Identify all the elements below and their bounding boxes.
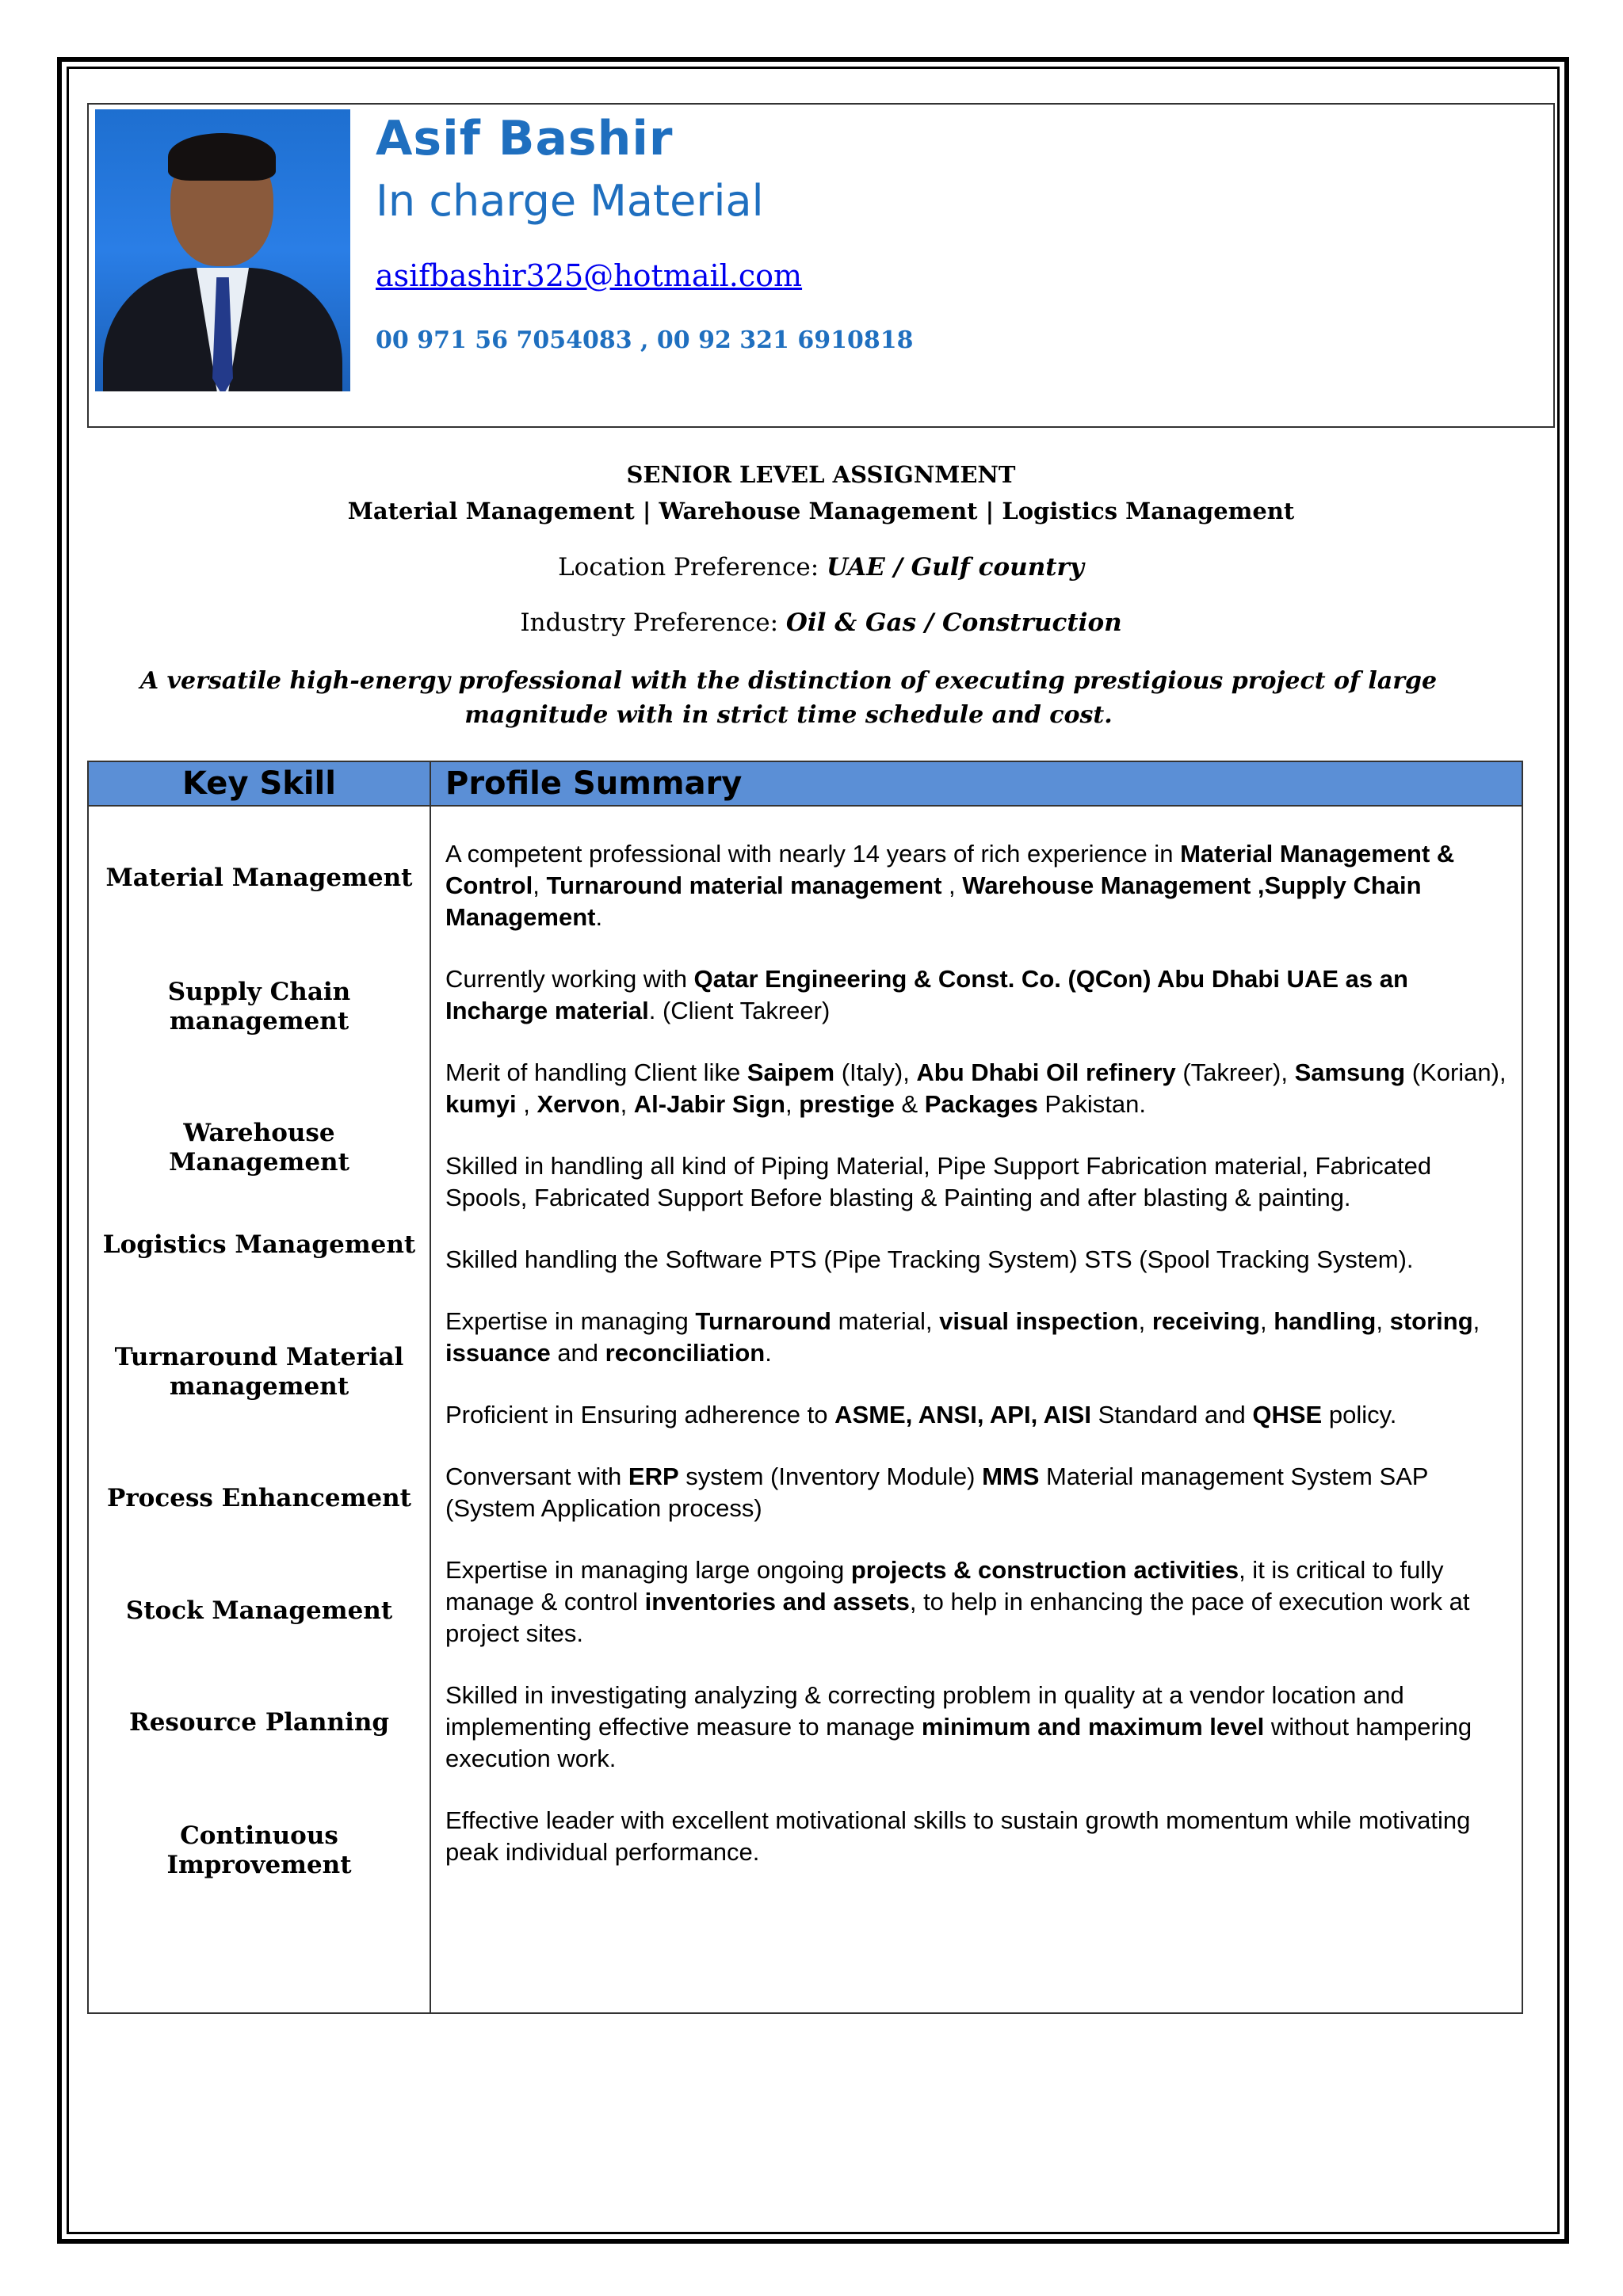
- summary-text: policy.: [1322, 1401, 1397, 1428]
- summary-text: Proficient in Ensuring adherence to: [445, 1401, 835, 1428]
- summary-text: Merit of handling Client like: [445, 1058, 747, 1086]
- skill-material-management: Material Management: [105, 864, 413, 892]
- summary-bold: minimum and maximum level: [921, 1713, 1265, 1741]
- profile-summary-header: Profile Summary: [445, 765, 743, 802]
- summary-paragraph: [445, 1306, 1515, 1369]
- summary-paragraph: Skilled handling the Software PTS (Pipe Tracking System) STS (Spool Tracking System).: [445, 1245, 1414, 1273]
- summary-text: Expertise in managing large ongoing: [445, 1556, 851, 1584]
- skill-logistics-management: Logistics Management: [102, 1230, 416, 1259]
- summary-bold: prestige: [799, 1090, 895, 1118]
- summary-bold: Material Management & Control: [445, 840, 1455, 899]
- summary-text: ,: [1376, 1307, 1390, 1335]
- profile-summary: [445, 838, 1515, 1898]
- summary-bold: reconciliation: [605, 1339, 766, 1367]
- summary-text: A competent professional with nearly 14 years of rich experience in: [445, 840, 1181, 868]
- summary-text: Conversant with: [445, 1463, 628, 1490]
- summary-text: ,: [1138, 1307, 1152, 1335]
- candidate-title: In charge Material: [376, 176, 764, 226]
- summary-paragraph: [445, 1461, 1515, 1524]
- summary-text: . (Client Takreer): [648, 997, 831, 1024]
- summary-bold: issuance: [445, 1339, 551, 1367]
- summary-text: ,: [620, 1090, 634, 1118]
- summary-text: ,: [533, 871, 547, 899]
- tagline: A versatile high-energy professional with the distinction of executing prestigious project of large magnitude with in strict time schedule and cost.: [139, 667, 1438, 729]
- summary-text: Skilled in investigating analyzing & correcting problem in quality at a vendor location and implementing effective measure to manage: [445, 1681, 1404, 1741]
- summary-bold: Qatar Engineering & Const. Co. (QCon) Abu Dhabi UAE as an Incharge material: [445, 965, 1408, 1024]
- summary-bold: kumyi: [445, 1090, 517, 1118]
- location-value: UAE / Gulf country: [827, 553, 1084, 582]
- industry-label: Industry Preference:: [520, 608, 779, 637]
- email-link[interactable]: asifbashir325@hotmail.com: [376, 258, 803, 293]
- summary-paragraph: [445, 963, 1515, 1027]
- summary-text: without hampering execution work.: [445, 1713, 1472, 1772]
- summary-text: Material management System SAP (System Application process): [445, 1463, 1428, 1522]
- summary-text: ,: [941, 871, 963, 899]
- summary-paragraph: Effective leader with excellent motivational skills to sustain growth momentum while motivating peak individual performance.: [445, 1806, 1471, 1866]
- skill-continuous-improvement: Continuous Improvement: [166, 1821, 352, 1879]
- summary-bold: visual inspection: [939, 1307, 1139, 1335]
- summary-text: Standard and: [1090, 1401, 1253, 1428]
- summary-text: (Takreer),: [1175, 1058, 1295, 1086]
- summary-bold: QHSE: [1252, 1401, 1323, 1428]
- summary-text: and: [550, 1339, 605, 1367]
- location-label: Location Preference:: [558, 553, 819, 582]
- summary-bold: Turnaround: [695, 1307, 831, 1335]
- skill-supply-chain: Supply Chain management: [167, 978, 351, 1035]
- phone-numbers: 00 971 56 7054083 , 00 92 321 6910818: [376, 326, 914, 354]
- summary-bold: inventories and assets: [644, 1588, 910, 1615]
- summary-text: ,: [785, 1090, 800, 1118]
- summary-text: &: [894, 1090, 925, 1118]
- summary-bold: Abu Dhabi Oil refinery: [916, 1058, 1176, 1086]
- summary-paragraph: [445, 1554, 1515, 1650]
- industry-preference: [87, 608, 1555, 637]
- location-preference: [87, 553, 1555, 582]
- summary-bold: Turnaround material management: [546, 871, 942, 899]
- summary-text: ,: [516, 1090, 537, 1118]
- candidate-name: Asif Bashir: [376, 111, 674, 166]
- summary-bold: receiving: [1151, 1307, 1260, 1335]
- photo-hair: [168, 133, 276, 181]
- summary-text: .: [595, 903, 603, 931]
- summary-text: Pakistan.: [1037, 1090, 1146, 1118]
- summary-bold: Al-Jabir Sign: [633, 1090, 785, 1118]
- summary-text: (Korian),: [1405, 1058, 1507, 1086]
- skill-process-enhancement: Process Enhancement: [107, 1484, 411, 1512]
- summary-bold: ERP: [628, 1463, 679, 1490]
- column-divider: [430, 762, 431, 2012]
- summary-text: (Italy),: [834, 1058, 917, 1086]
- summary-text: Expertise in managing: [445, 1307, 696, 1335]
- summary-bold: Packages: [924, 1090, 1038, 1118]
- summary-bold: projects & construction activities: [850, 1556, 1239, 1584]
- summary-text: Currently working with: [445, 965, 694, 993]
- industry-value: Oil & Gas / Construction: [785, 608, 1122, 637]
- summary-bold: ASME, ANSI, API, AISI: [834, 1401, 1091, 1428]
- summary-text: .: [765, 1339, 772, 1367]
- summary-text: , to help in enhancing the pace of execution work at project sites.: [445, 1588, 1470, 1647]
- profile-photo: [95, 109, 350, 391]
- skill-resource-planning: Resource Planning: [128, 1708, 390, 1737]
- summary-text: material,: [831, 1307, 940, 1335]
- skill-stock-management: Stock Management: [125, 1596, 393, 1625]
- summary-text: , it is critical to fully manage & control: [445, 1556, 1444, 1615]
- summary-paragraph: [445, 1057, 1515, 1120]
- summary-paragraph: [445, 838, 1515, 933]
- summary-paragraph: [445, 1399, 1515, 1431]
- summary-bold: storing: [1389, 1307, 1473, 1335]
- summary-paragraph: Skilled in handling all kind of Piping Material, Pipe Support Fabrication material, Fabricated Spools, Fabricated Support Before blasting & Painting and after blasting & painting.: [445, 1152, 1432, 1211]
- summary-text: ,: [1259, 1307, 1274, 1335]
- assignment-heading: SENIOR LEVEL ASSIGNMENT: [626, 461, 1016, 488]
- summary-bold: handling: [1274, 1307, 1377, 1335]
- summary-paragraph: [445, 1680, 1515, 1775]
- summary-bold: Saipem: [747, 1058, 835, 1086]
- summary-bold: Xervon: [537, 1090, 621, 1118]
- skill-warehouse-management: Warehouse Management: [169, 1119, 349, 1177]
- summary-bold: Warehouse Management ,Supply Chain Management: [445, 871, 1422, 931]
- summary-text: ,: [1472, 1307, 1480, 1335]
- summary-bold: Samsung: [1294, 1058, 1406, 1086]
- assignment-areas: Material Management | Warehouse Management | Logistics Management: [347, 498, 1295, 524]
- summary-bold: MMS: [982, 1463, 1040, 1490]
- summary-text: system (Inventory Module): [678, 1463, 983, 1490]
- skill-turnaround-material: Turnaround Material management: [114, 1343, 404, 1401]
- key-skill-header: Key Skill: [182, 765, 336, 802]
